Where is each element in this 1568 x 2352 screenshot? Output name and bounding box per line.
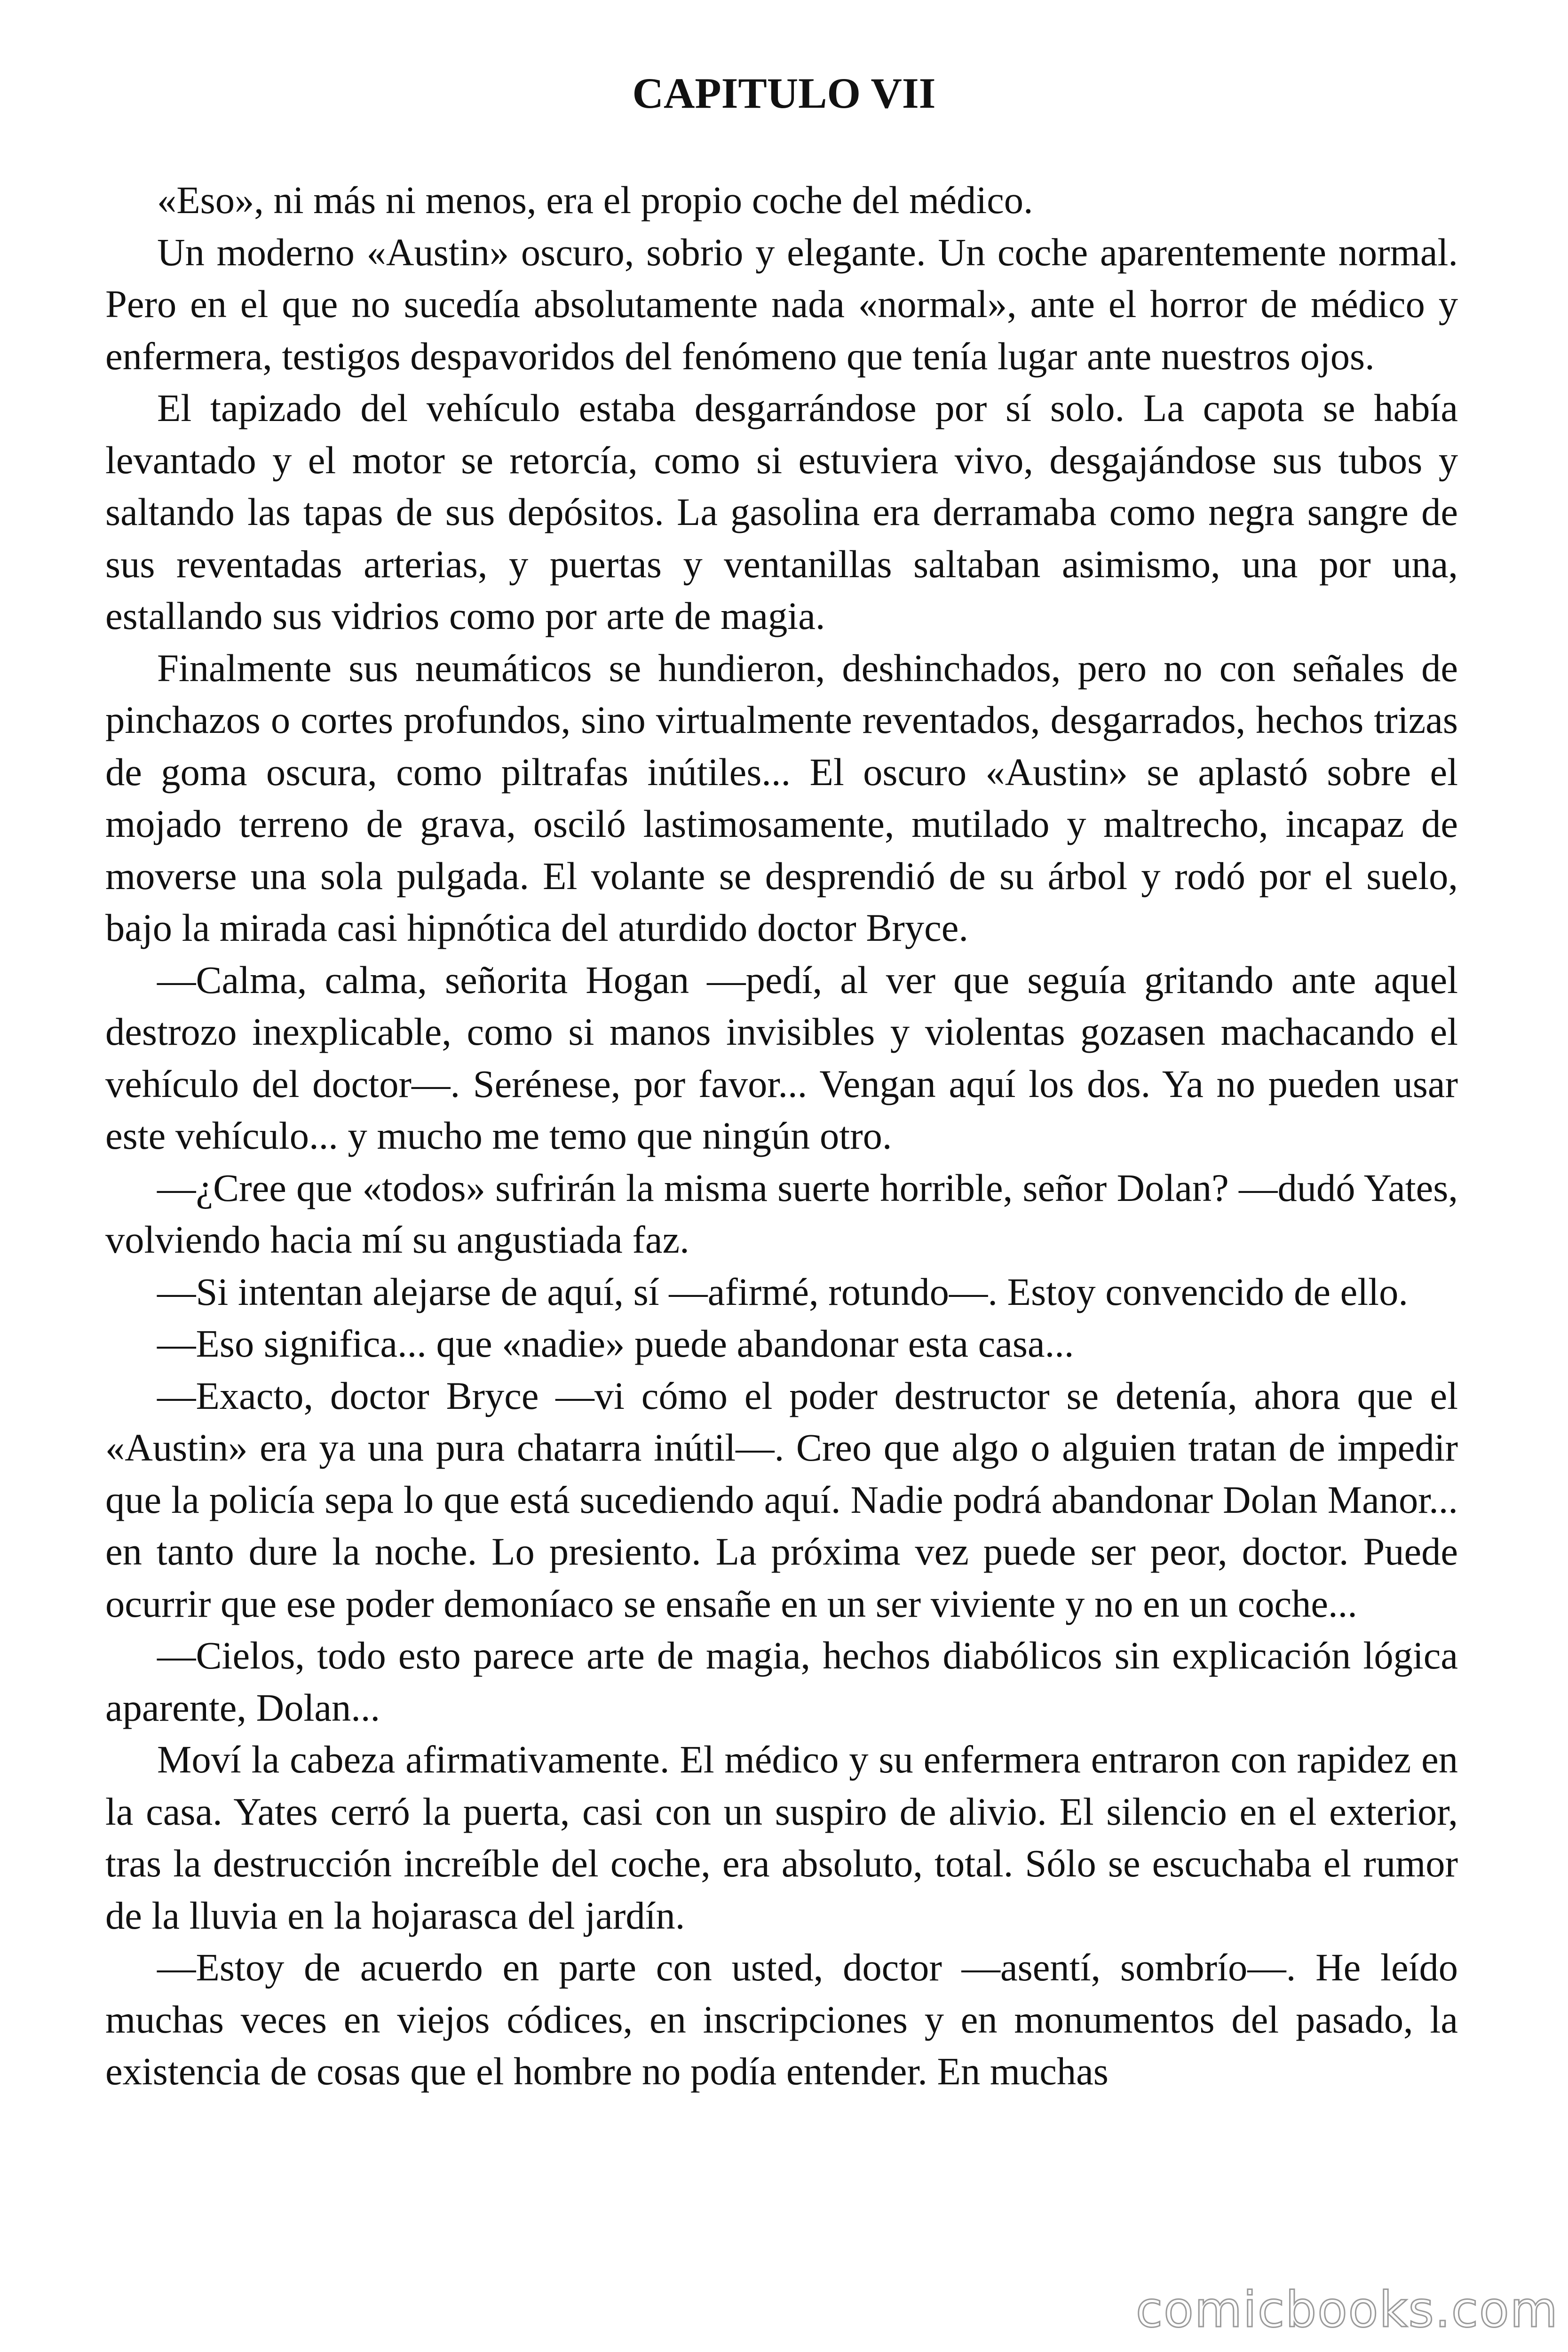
chapter-body: [105, 174, 1458, 2098]
chapter-title: CAPITULO VII: [632, 69, 936, 117]
paragraph: —Eso significa... que «nadie» puede abandonar esta casa...: [157, 1322, 1074, 1365]
paragraph: Moví la cabeza afirmativamente. El médico y su enfermera entraron con rapidez en la casa. Yates cerró la puerta, casi con un suspiro de alivio. El silencio en el exterior, tras la destrucción increíble del coche, era absoluto, total. Sólo se escuchaba el rumor de la lluvia en la hojarasca del jardín.: [105, 1738, 1458, 1937]
paragraph: —Estoy de acuerdo en parte con usted, doctor —asentí, sombrío—. He leído muchas veces en viejos códices, en inscripciones y en monumentos del pasado, la existencia de cosas que el hombre no podía entender. En muchas: [105, 1946, 1458, 2093]
paragraph: Finalmente sus neumáticos se hundieron, deshinchados, pero no con señales de pinchazos o cortes profundos, sino virtualmente reventados, desgarrados, hechos trizas de goma oscura, como piltrafas inútiles... El oscuro «Austin» se aplastó sobre el mojado terreno de grava, osciló lastimosamente, mutilado y maltrecho, incapaz de moverse una sola pulgada. El volante se desprendió de su árbol y rodó por el suelo, bajo la mirada casi hipnótica del aturdido doctor Bryce.: [105, 646, 1458, 949]
paragraph: «Eso», ni más ni menos, era el propio coche del médico.: [157, 178, 1033, 222]
paragraph: —¿Cree que «todos» sufrirán la misma suerte horrible, señor Dolan? —dudó Yates, volviendo hacia mí su angustiada faz.: [105, 1166, 1458, 1261]
watermark: comicbooks.com: [1135, 2281, 1559, 2338]
paragraph: El tapizado del vehículo estaba desgarrándose por sí solo. La capota se había levantado y el motor se retorcía, como si estuviera vivo, desgajándose sus tubos y saltando las tapas de sus depósitos. La gasolina era derramaba como negra sangre de sus reventadas arterias, y puertas y ventanillas saltaban asimismo, una por una, estallando sus vidrios como por arte de magia.: [105, 386, 1458, 637]
paragraph: —Exacto, doctor Bryce —vi cómo el poder destructor se detenía, ahora que el «Austin» era ya una pura chatarra inútil—. Creo que algo o alguien tratan de impedir que la policía sepa lo que está sucediendo aquí. Nadie podrá abandonar Dolan Manor... en tanto dure la noche. Lo presiento. La próxima vez puede ser peor, doctor. Puede ocurrir que ese poder demoníaco se ensañe en un ser viviente y no en un coche...: [105, 1374, 1458, 1625]
paragraph: Un moderno «Austin» oscuro, sobrio y elegante. Un coche aparentemente normal. Pero en el que no sucedía absolutamente nada «normal», ante el horror de médico y enfermera, testigos despavoridos del fenómeno que tenía lugar ante nuestros ojos.: [105, 230, 1458, 378]
paragraph: —Cielos, todo esto parece arte de magia, hechos diabólicos sin explicación lógica aparente, Dolan...: [105, 1634, 1458, 1729]
paragraph: —Calma, calma, señorita Hogan —pedí, al ver que seguía gritando ante aquel destrozo inexplicable, como si manos invisibles y violentas gozasen machacando el vehículo del doctor—. Serénese, por favor... Vengan aquí los dos. Ya no pueden usar este vehículo... y mucho me temo que ningún otro.: [105, 958, 1458, 1157]
paragraph: —Si intentan alejarse de aquí, sí —afirmé, rotundo—. Estoy convencido de ello.: [157, 1270, 1408, 1313]
